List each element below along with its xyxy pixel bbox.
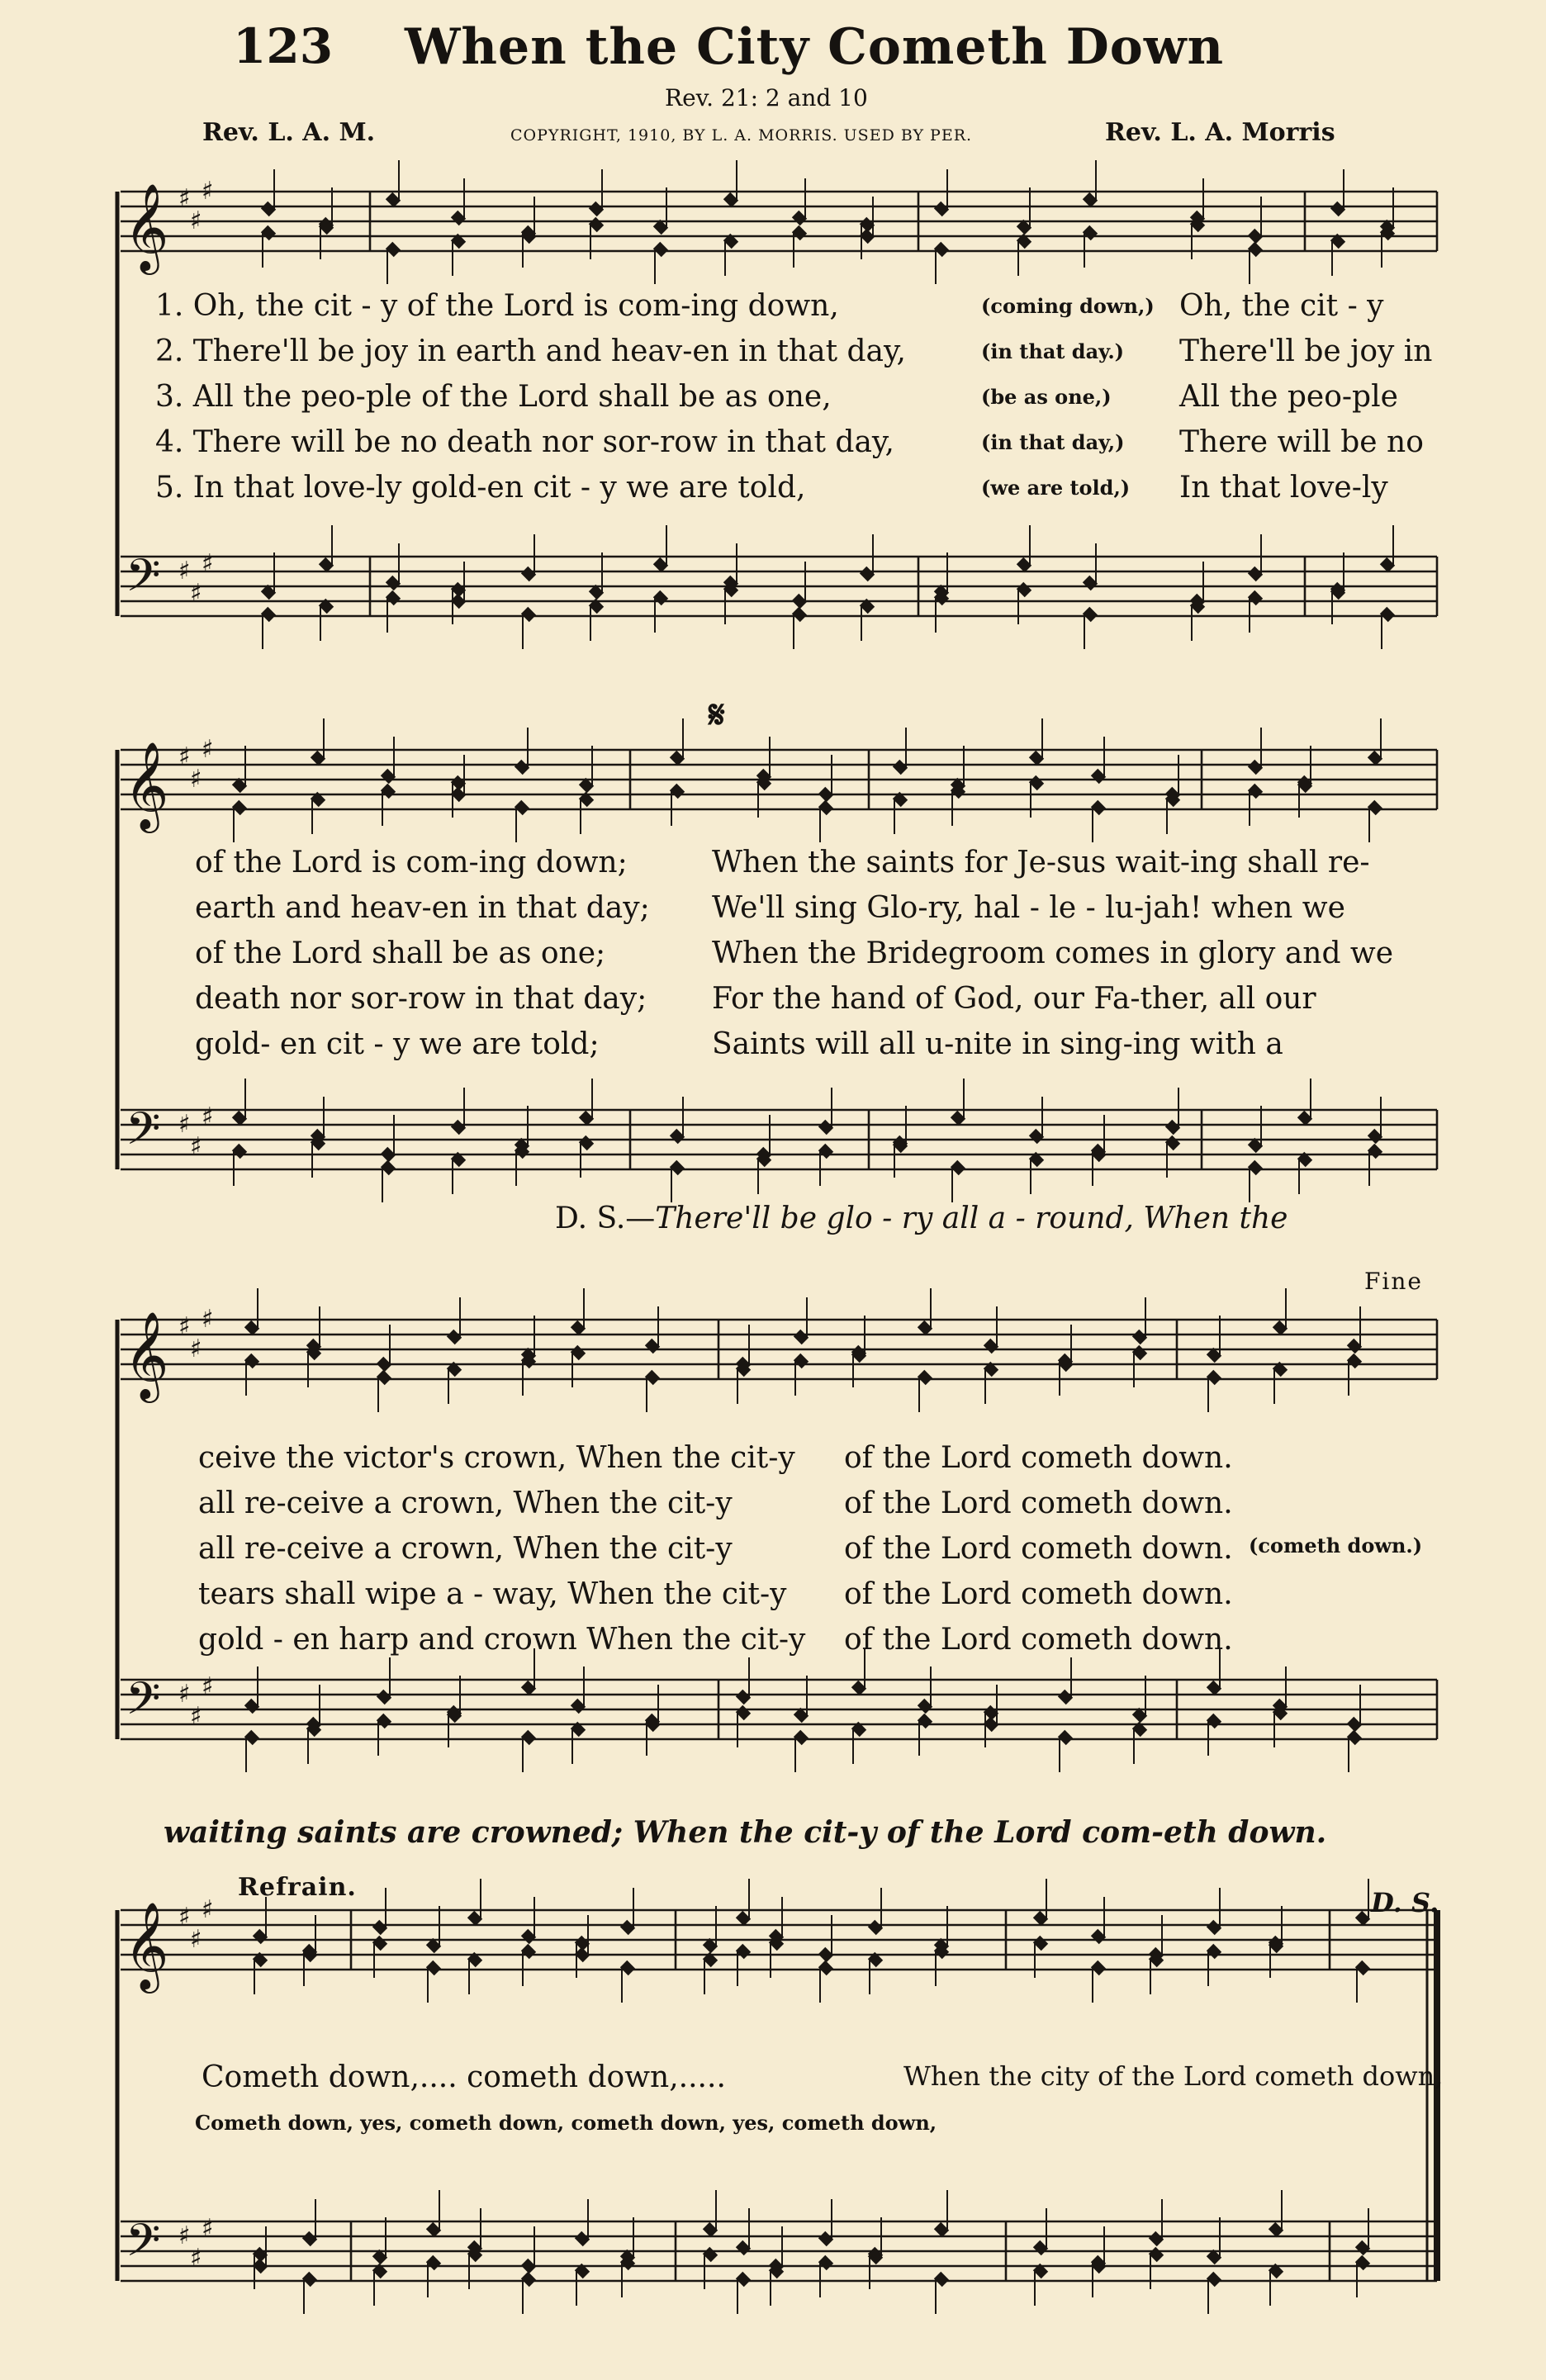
sharp-sign: ♯ (190, 1702, 202, 1731)
refrain-lyric-2: Cometh down, yes, cometh down, cometh down, yes, cometh down, (195, 2111, 937, 2135)
verse-1-line-1: 1. Oh, the cit - y of the Lord is com-ing down, (155, 289, 839, 323)
sharp-sign: ♯ (190, 1925, 202, 1954)
bass-clef: 𝄢 (126, 1102, 161, 1166)
refrain-label: Refrain. (238, 1873, 357, 1902)
verse-2-chorus-line: We'll sing Glo-ry, hal - le - lu-jah! when we (712, 891, 1345, 925)
sharp-sign: ♯ (190, 1335, 202, 1363)
verse-2-line-1: 2. There'll be joy in earth and heav-en in that day, (155, 334, 906, 368)
sharp-sign: ♯ (178, 1312, 191, 1341)
verse-3-line-1-end: All the peo-ple (1179, 380, 1398, 414)
verse-4-line-2: death nor sor-row in that day; (195, 982, 647, 1016)
sharp-sign: ♯ (190, 1132, 202, 1161)
verse-4-line-1: 4. There will be no death nor sor-row in that day, (155, 425, 894, 459)
treble-clef: 𝄞 (124, 183, 169, 271)
verse-5-line-1-end: In that love-ly (1179, 471, 1388, 505)
sharp-sign: ♯ (178, 742, 191, 771)
verse-3-line-3-end: of the Lord cometh down. (844, 1532, 1233, 1566)
verse-2-line-1-end: There'll be joy in (1179, 334, 1433, 368)
sharp-sign: ♯ (178, 557, 191, 586)
verse-4-line-1-end: There will be no (1179, 425, 1424, 459)
ds-text-line (555, 1202, 1288, 1235)
bass-clef: 𝄢 (126, 549, 161, 613)
copyright-notice: COPYRIGHT, 1910, BY L. A. MORRIS. USED BY PER. (510, 126, 973, 145)
verse-5-chorus-line: Saints will all u-nite in sing-ing with a (712, 1027, 1283, 1061)
sharp-sign: ♯ (202, 549, 214, 578)
verse-4-echo: (in that day,) (981, 430, 1125, 454)
verse-2-line-3-end: of the Lord cometh down. (844, 1486, 1233, 1520)
sharp-sign: ♯ (202, 1305, 214, 1334)
sharp-sign: ♯ (202, 1672, 214, 1701)
verse-3-line-3: all re-ceive a crown, When the cit-y (198, 1532, 733, 1566)
sharp-sign: ♯ (190, 2244, 202, 2273)
treble-clef: 𝄞 (124, 741, 169, 829)
scripture-reference: Rev. 21: 2 and 10 (665, 84, 868, 111)
verse-4-line-3-end: of the Lord cometh down. (844, 1577, 1233, 1611)
sharp-sign: ♯ (190, 579, 202, 608)
verse-5-line-3-end: of the Lord cometh down. (844, 1623, 1233, 1657)
echo-cometh-down: (cometh down.) (1249, 1534, 1423, 1557)
sharp-sign: ♯ (190, 765, 202, 794)
sharp-sign: ♯ (190, 206, 202, 235)
verse-1-line-2: of the Lord is com-ing down; (195, 846, 628, 879)
bass-clef: 𝄢 (126, 2214, 161, 2278)
sharp-sign: ♯ (178, 2221, 191, 2250)
sharp-sign: ♯ (202, 177, 214, 206)
verse-3-line-1: 3. All the peo-ple of the Lord shall be as one, (155, 380, 832, 414)
fine-marking: Fine (1364, 1268, 1423, 1295)
verse-3-echo: (be as one,) (981, 385, 1112, 409)
verse-2-line-2: earth and heav-en in that day; (195, 891, 650, 925)
verse-2-line-3: all re-ceive a crown, When the cit-y (198, 1486, 733, 1520)
hymn-title: When the City Cometh Down (405, 18, 1225, 76)
ds-lyric: There'll be glo - ry all a - round, When the (655, 1202, 1288, 1235)
verse-5-line-2: gold- en cit - y we are told; (195, 1027, 600, 1061)
verse-1-echo: (coming down,) (981, 294, 1155, 318)
refrain-lyric-1-end: When the city of the Lord cometh down, (903, 2060, 1444, 2092)
sharp-sign: ♯ (178, 1680, 191, 1709)
verse-4-chorus-line: For the hand of God, our Fa-ther, all our (712, 982, 1316, 1016)
sharp-sign: ♯ (178, 184, 191, 213)
author-initials: Rev. L. A. M. (202, 118, 376, 147)
verse-5-line-3: gold - en harp and crown When the cit-y (198, 1623, 806, 1657)
verse-1-line-1-end: Oh, the cit - y (1179, 289, 1384, 323)
author-name: Rev. L. A. Morris (1105, 118, 1335, 147)
verse-2-echo: (in that day.) (981, 339, 1125, 363)
bass-clef: 𝄢 (126, 1672, 161, 1736)
sharp-sign: ♯ (178, 1110, 191, 1139)
hymn-number: 123 (233, 18, 334, 74)
ds-marking: D. S. (1371, 1887, 1439, 1918)
sharp-sign: ♯ (202, 2214, 214, 2243)
refrain-lyric-1: Cometh down,.... cometh down,..... (202, 2060, 726, 2094)
sharp-sign: ♯ (202, 735, 214, 764)
verse-1-chorus-line: When the saints for Je-sus wait-ing shall re- (712, 846, 1370, 879)
verse-1-line-3-end: of the Lord cometh down. (844, 1441, 1233, 1475)
ds-lyric-line-2: waiting saints are crowned; When the cit-y of the Lord com-eth down. (164, 1815, 1327, 1850)
sharp-sign: ♯ (178, 1903, 191, 1932)
verse-5-echo: (we are told,) (981, 476, 1131, 500)
verse-5-line-1: 5. In that love-ly gold-en cit - y we are told, (155, 471, 806, 505)
verse-1-line-3: ceive the victor's crown, When the cit-y (198, 1441, 795, 1475)
verse-3-line-2: of the Lord shall be as one; (195, 936, 606, 970)
ds-label: D. S.— (555, 1202, 656, 1235)
sharp-sign: ♯ (202, 1102, 214, 1131)
verse-4-line-3: tears shall wipe a - way, When the cit-y (198, 1577, 787, 1611)
segno-sign: 𝄋 (709, 692, 725, 737)
sharp-sign: ♯ (202, 1895, 214, 1924)
verse-3-chorus-line: When the Bridegroom comes in glory and we (712, 936, 1394, 970)
treble-clef: 𝄞 (124, 1311, 169, 1399)
treble-clef: 𝄞 (124, 1901, 169, 1989)
